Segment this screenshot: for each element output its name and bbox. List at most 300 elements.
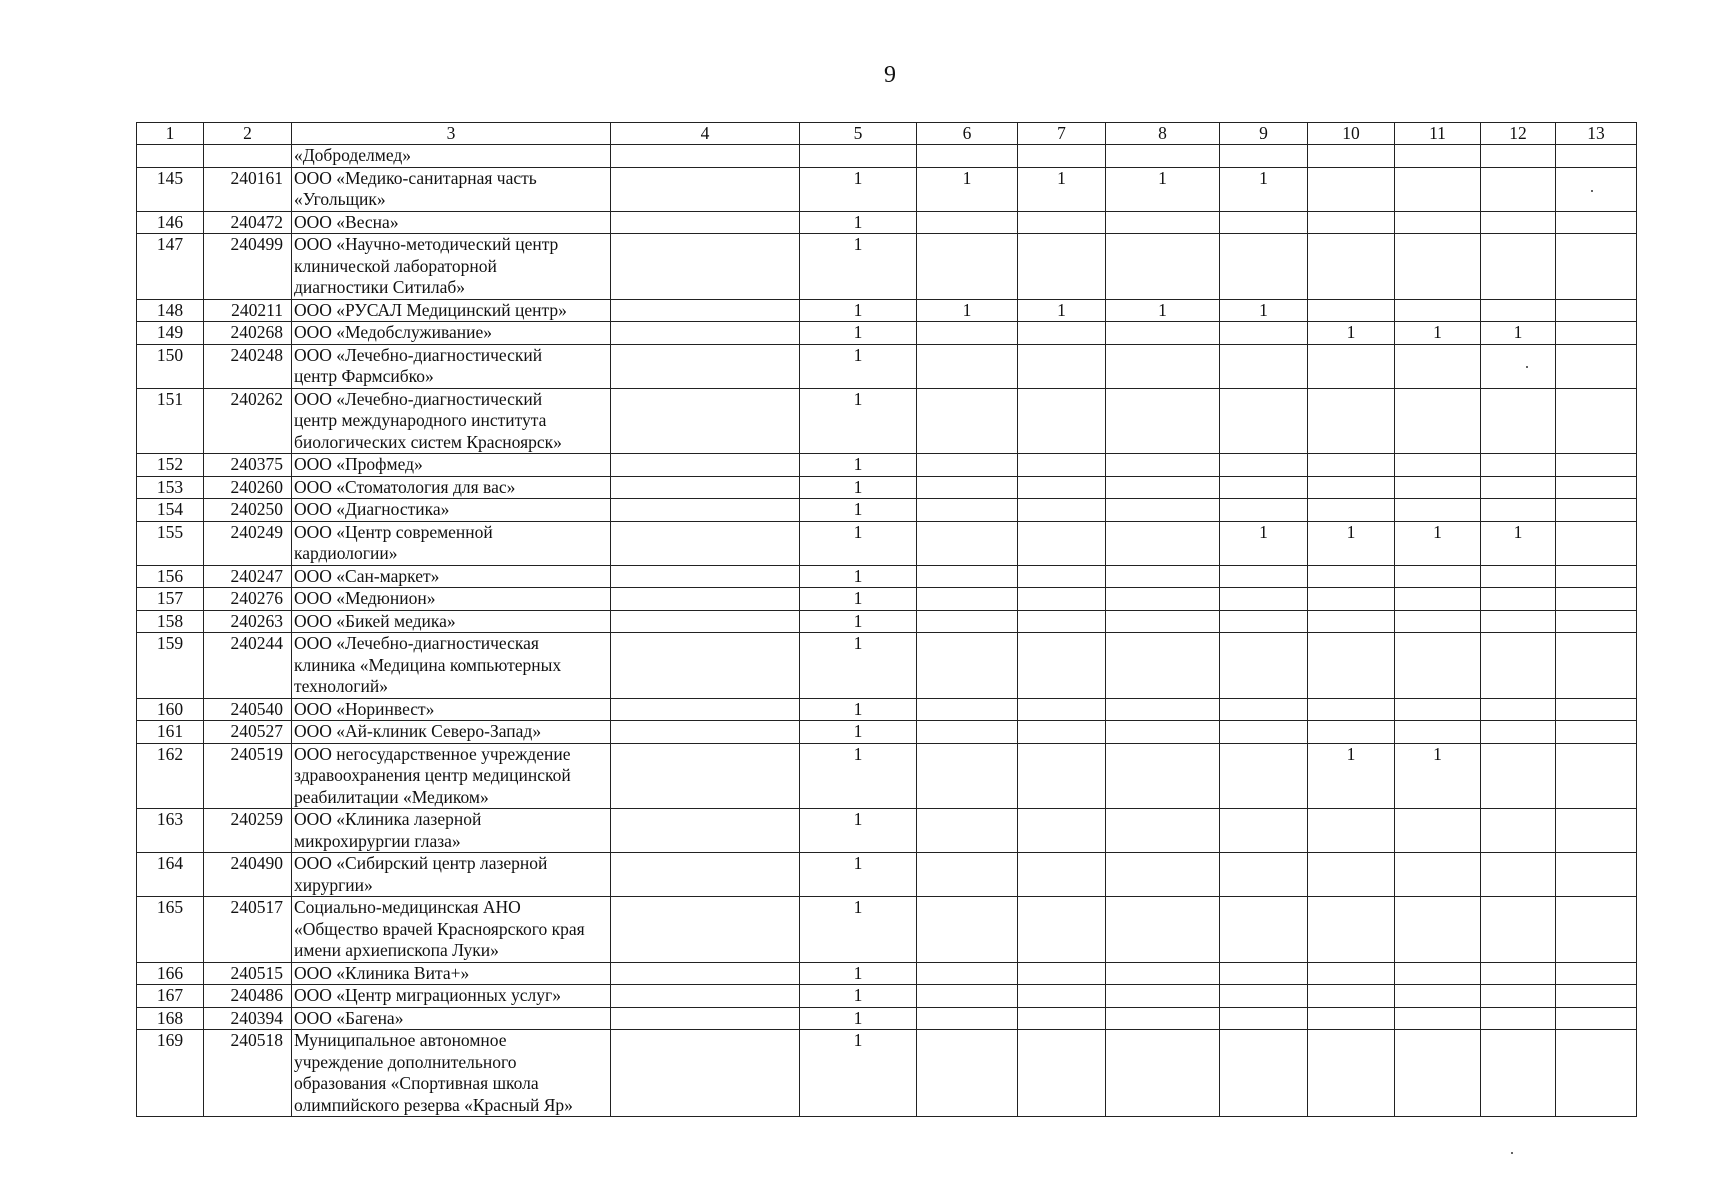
table-row — [137, 499, 1637, 522]
value-cell — [1220, 985, 1308, 1008]
value-cell — [1308, 698, 1395, 721]
value-cell — [1018, 565, 1106, 588]
row-number-cell: 151 — [137, 388, 204, 454]
value-cell: 1 — [800, 299, 917, 322]
organization-name-cell: ООО «Медико-санитарная часть «Угольщик» — [292, 167, 611, 211]
organization-name-cell: ООО «Норинвест» — [292, 698, 611, 721]
value-cell — [1308, 234, 1395, 300]
value-cell — [1106, 1030, 1220, 1117]
value-cell — [1556, 809, 1637, 853]
organization-name-cell: ООО «Сибирский центр лазерной хирургии» — [292, 853, 611, 897]
code-cell: 240260 — [204, 476, 292, 499]
value-cell — [917, 853, 1018, 897]
table-row — [137, 344, 1637, 388]
row-number-cell: 160 — [137, 698, 204, 721]
value-cell — [917, 897, 1018, 963]
value-cell — [917, 588, 1018, 611]
value-cell — [1481, 454, 1556, 477]
row-number-cell: 165 — [137, 897, 204, 963]
row-number-cell: 159 — [137, 633, 204, 699]
value-cell — [1556, 322, 1637, 345]
value-cell — [1106, 476, 1220, 499]
value-cell — [1220, 853, 1308, 897]
row-number-cell: 169 — [137, 1030, 204, 1117]
value-cell: 1 — [1481, 521, 1556, 565]
value-cell — [1556, 962, 1637, 985]
row-number-cell: 164 — [137, 853, 204, 897]
value-cell — [1556, 897, 1637, 963]
value-cell — [611, 145, 800, 168]
table-row — [137, 853, 1637, 897]
value-cell — [1308, 1030, 1395, 1117]
value-cell: 1 — [1018, 167, 1106, 211]
value-cell — [1395, 167, 1481, 211]
organization-name-cell: ООО «Медюнион» — [292, 588, 611, 611]
value-cell — [611, 588, 800, 611]
value-cell — [1220, 1030, 1308, 1117]
value-cell — [800, 145, 917, 168]
code-cell: 240486 — [204, 985, 292, 1008]
organization-name-cell: ООО «Багена» — [292, 1007, 611, 1030]
column-header: 11 — [1395, 123, 1481, 145]
value-cell — [611, 1007, 800, 1030]
value-cell — [1556, 344, 1637, 388]
value-cell — [1395, 565, 1481, 588]
value-cell: 1 — [800, 476, 917, 499]
value-cell — [1106, 234, 1220, 300]
value-cell — [1395, 476, 1481, 499]
organization-name-cell: ООО «Центр современной кардиологии» — [292, 521, 611, 565]
value-cell: 1 — [800, 344, 917, 388]
organization-name-cell: ООО «Бикей медика» — [292, 610, 611, 633]
value-cell — [1308, 721, 1395, 744]
organization-name-cell: ООО негосударственное учреждение здравоохранения центр медицинской реабилитации «Медиком» — [292, 743, 611, 809]
value-cell — [611, 521, 800, 565]
value-cell — [1395, 211, 1481, 234]
table-row — [137, 565, 1637, 588]
row-number-cell: 158 — [137, 610, 204, 633]
organization-name-cell: ООО «Профмед» — [292, 454, 611, 477]
row-number-cell: 157 — [137, 588, 204, 611]
column-number-row — [137, 123, 1637, 145]
value-cell — [1220, 809, 1308, 853]
row-number-cell: 147 — [137, 234, 204, 300]
code-cell: 240211 — [204, 299, 292, 322]
value-cell — [1556, 588, 1637, 611]
value-cell — [1481, 633, 1556, 699]
value-cell — [1308, 476, 1395, 499]
column-header: 13 — [1556, 123, 1637, 145]
code-cell: 240517 — [204, 897, 292, 963]
value-cell — [1106, 1007, 1220, 1030]
value-cell — [1556, 743, 1637, 809]
value-cell: 1 — [1106, 167, 1220, 211]
value-cell — [1018, 698, 1106, 721]
row-number-cell: 152 — [137, 454, 204, 477]
table-row — [137, 1007, 1637, 1030]
value-cell — [611, 743, 800, 809]
value-cell — [611, 322, 800, 345]
code-cell: 240472 — [204, 211, 292, 234]
code-cell: 240515 — [204, 962, 292, 985]
row-number-cell: 154 — [137, 499, 204, 522]
value-cell: 1 — [1220, 521, 1308, 565]
value-cell — [1018, 454, 1106, 477]
table-row — [137, 521, 1637, 565]
value-cell — [1308, 167, 1395, 211]
value-cell: 1 — [800, 1030, 917, 1117]
value-cell — [917, 565, 1018, 588]
value-cell — [1481, 499, 1556, 522]
value-cell — [1220, 565, 1308, 588]
table-row — [137, 454, 1637, 477]
value-cell — [1308, 588, 1395, 611]
value-cell — [1481, 962, 1556, 985]
table-row — [137, 388, 1637, 454]
table-body — [137, 145, 1637, 1117]
value-cell — [1220, 476, 1308, 499]
value-cell — [1556, 388, 1637, 454]
table-row — [137, 167, 1637, 211]
row-number-cell: 155 — [137, 521, 204, 565]
value-cell — [1106, 698, 1220, 721]
value-cell — [1018, 1007, 1106, 1030]
value-cell — [1220, 344, 1308, 388]
value-cell — [917, 1030, 1018, 1117]
value-cell — [1308, 610, 1395, 633]
value-cell: 1 — [800, 698, 917, 721]
value-cell — [1308, 853, 1395, 897]
organization-name-cell: Социально-медицинская АНО «Общество врачей Красноярского края имени архиепископа Луки» — [292, 897, 611, 963]
code-cell: 240519 — [204, 743, 292, 809]
value-cell — [1106, 633, 1220, 699]
value-cell — [917, 610, 1018, 633]
value-cell — [1481, 145, 1556, 168]
organization-name-cell: ООО «Научно-методический центр клинической лабораторной диагностики Ситилаб» — [292, 234, 611, 300]
value-cell: 1 — [1220, 299, 1308, 322]
row-number-cell: 167 — [137, 985, 204, 1008]
value-cell: 1 — [800, 962, 917, 985]
value-cell — [1220, 743, 1308, 809]
value-cell: 1 — [800, 388, 917, 454]
code-cell: 240161 — [204, 167, 292, 211]
value-cell: 1 — [800, 721, 917, 744]
value-cell — [1018, 211, 1106, 234]
value-cell — [917, 985, 1018, 1008]
organization-name-cell: ООО «Лечебно-диагностическая клиника «Медицина компьютерных технологий» — [292, 633, 611, 699]
value-cell — [611, 454, 800, 477]
code-cell: 240250 — [204, 499, 292, 522]
value-cell: 1 — [800, 167, 917, 211]
code-cell: 240268 — [204, 322, 292, 345]
value-cell — [1018, 476, 1106, 499]
value-cell — [1220, 588, 1308, 611]
code-cell: 240490 — [204, 853, 292, 897]
table-row — [137, 211, 1637, 234]
value-cell — [1556, 1007, 1637, 1030]
value-cell — [1481, 234, 1556, 300]
row-number-cell: 150 — [137, 344, 204, 388]
value-cell — [1106, 588, 1220, 611]
code-cell: 240518 — [204, 1030, 292, 1117]
value-cell — [1395, 853, 1481, 897]
scan-speck — [1591, 190, 1593, 192]
value-cell — [611, 698, 800, 721]
organization-name-cell: ООО «Медобслуживание» — [292, 322, 611, 345]
value-cell — [1481, 721, 1556, 744]
value-cell — [1395, 344, 1481, 388]
row-number-cell: 161 — [137, 721, 204, 744]
value-cell: 1 — [1308, 322, 1395, 345]
value-cell — [611, 388, 800, 454]
table-row — [137, 1030, 1637, 1117]
value-cell — [1308, 145, 1395, 168]
value-cell — [611, 234, 800, 300]
value-cell — [1556, 167, 1637, 211]
value-cell — [1018, 322, 1106, 345]
value-cell — [1220, 388, 1308, 454]
value-cell — [1220, 610, 1308, 633]
value-cell — [917, 521, 1018, 565]
value-cell — [917, 476, 1018, 499]
value-cell — [917, 633, 1018, 699]
value-cell — [1106, 565, 1220, 588]
value-cell: 1 — [800, 743, 917, 809]
value-cell: 1 — [800, 588, 917, 611]
value-cell: 1 — [917, 299, 1018, 322]
value-cell — [1556, 721, 1637, 744]
table-row — [137, 610, 1637, 633]
value-cell — [1556, 234, 1637, 300]
value-cell: 1 — [800, 610, 917, 633]
value-cell — [1018, 499, 1106, 522]
value-cell — [1220, 322, 1308, 345]
value-cell — [1481, 299, 1556, 322]
table-row — [137, 588, 1637, 611]
value-cell: 1 — [800, 211, 917, 234]
organization-name-cell: ООО «Стоматология для вас» — [292, 476, 611, 499]
value-cell — [1481, 985, 1556, 1008]
value-cell — [1106, 853, 1220, 897]
value-cell — [1481, 809, 1556, 853]
table-row — [137, 633, 1637, 699]
value-cell — [1395, 388, 1481, 454]
table-row — [137, 721, 1637, 744]
value-cell — [1220, 698, 1308, 721]
row-number-cell: 149 — [137, 322, 204, 345]
value-cell — [1018, 985, 1106, 1008]
value-cell — [1106, 521, 1220, 565]
organization-name-cell: ООО «Центр миграционных услуг» — [292, 985, 611, 1008]
value-cell — [1395, 499, 1481, 522]
value-cell — [1220, 721, 1308, 744]
value-cell — [1481, 610, 1556, 633]
value-cell — [1395, 721, 1481, 744]
value-cell — [1481, 588, 1556, 611]
code-cell — [204, 145, 292, 168]
value-cell: 1 — [800, 1007, 917, 1030]
value-cell — [1481, 1030, 1556, 1117]
value-cell — [1395, 698, 1481, 721]
value-cell — [611, 499, 800, 522]
code-cell: 240247 — [204, 565, 292, 588]
value-cell — [917, 499, 1018, 522]
value-cell — [1220, 499, 1308, 522]
value-cell — [611, 344, 800, 388]
value-cell — [1106, 388, 1220, 454]
value-cell — [1308, 962, 1395, 985]
row-number-cell: 163 — [137, 809, 204, 853]
value-cell: 1 — [800, 985, 917, 1008]
value-cell — [611, 985, 800, 1008]
value-cell — [1481, 1007, 1556, 1030]
value-cell — [1395, 234, 1481, 300]
organization-name-cell: ООО «Сан-маркет» — [292, 565, 611, 588]
code-cell: 240540 — [204, 698, 292, 721]
value-cell: 1 — [1308, 743, 1395, 809]
value-cell — [917, 234, 1018, 300]
value-cell — [611, 211, 800, 234]
code-cell: 240499 — [204, 234, 292, 300]
value-cell — [1018, 588, 1106, 611]
value-cell: 1 — [800, 499, 917, 522]
column-header: 3 — [292, 123, 611, 145]
value-cell — [917, 698, 1018, 721]
column-header: 7 — [1018, 123, 1106, 145]
value-cell: 1 — [1106, 299, 1220, 322]
value-cell: 1 — [800, 565, 917, 588]
code-cell: 240263 — [204, 610, 292, 633]
row-number-cell — [137, 145, 204, 168]
value-cell: 1 — [800, 633, 917, 699]
code-cell: 240262 — [204, 388, 292, 454]
value-cell — [1220, 454, 1308, 477]
value-cell — [1556, 633, 1637, 699]
value-cell — [1556, 211, 1637, 234]
value-cell — [917, 388, 1018, 454]
value-cell — [917, 721, 1018, 744]
value-cell — [1106, 985, 1220, 1008]
value-cell — [1018, 1030, 1106, 1117]
value-cell — [611, 565, 800, 588]
table-row — [137, 234, 1637, 300]
value-cell — [1395, 809, 1481, 853]
scan-speck — [1511, 1152, 1513, 1154]
code-cell: 240276 — [204, 588, 292, 611]
value-cell — [611, 1030, 800, 1117]
organization-name-cell: ООО «Клиника Вита+» — [292, 962, 611, 985]
value-cell — [1481, 853, 1556, 897]
value-cell — [1395, 962, 1481, 985]
row-number-cell: 153 — [137, 476, 204, 499]
value-cell — [1308, 565, 1395, 588]
value-cell — [611, 853, 800, 897]
table-row — [137, 145, 1637, 168]
organization-name-cell: ООО «РУСАЛ Медицинский центр» — [292, 299, 611, 322]
value-cell — [1018, 610, 1106, 633]
row-number-cell: 166 — [137, 962, 204, 985]
column-header: 1 — [137, 123, 204, 145]
value-cell — [1395, 897, 1481, 963]
value-cell — [1018, 897, 1106, 963]
organization-name-cell: ООО «Весна» — [292, 211, 611, 234]
value-cell — [917, 962, 1018, 985]
value-cell — [1308, 299, 1395, 322]
value-cell — [1481, 565, 1556, 588]
value-cell — [1556, 698, 1637, 721]
value-cell — [1481, 388, 1556, 454]
organization-name-cell: ООО «Ай-клиник Северо-Запад» — [292, 721, 611, 744]
value-cell — [1220, 234, 1308, 300]
value-cell — [1220, 211, 1308, 234]
value-cell — [1018, 388, 1106, 454]
value-cell — [1308, 388, 1395, 454]
value-cell — [1018, 721, 1106, 744]
value-cell: 1 — [1308, 521, 1395, 565]
value-cell — [1018, 145, 1106, 168]
table-row — [137, 476, 1637, 499]
code-cell: 240259 — [204, 809, 292, 853]
value-cell — [917, 1007, 1018, 1030]
value-cell — [1106, 454, 1220, 477]
row-number-cell: 145 — [137, 167, 204, 211]
value-cell — [1106, 721, 1220, 744]
value-cell: 1 — [800, 809, 917, 853]
scan-speck — [1526, 366, 1528, 368]
row-number-cell: 148 — [137, 299, 204, 322]
value-cell — [1308, 211, 1395, 234]
value-cell: 1 — [800, 234, 917, 300]
code-cell: 240248 — [204, 344, 292, 388]
value-cell: 1 — [1481, 322, 1556, 345]
value-cell — [917, 454, 1018, 477]
value-cell — [1106, 322, 1220, 345]
value-cell — [1220, 962, 1308, 985]
value-cell — [611, 897, 800, 963]
value-cell — [917, 211, 1018, 234]
table-row — [137, 985, 1637, 1008]
organization-name-cell: ООО «Диагностика» — [292, 499, 611, 522]
value-cell — [1018, 809, 1106, 853]
column-header: 2 — [204, 123, 292, 145]
value-cell — [917, 743, 1018, 809]
value-cell — [1556, 145, 1637, 168]
value-cell — [1395, 454, 1481, 477]
column-header: 9 — [1220, 123, 1308, 145]
value-cell — [1481, 698, 1556, 721]
value-cell — [1018, 234, 1106, 300]
value-cell — [1106, 897, 1220, 963]
value-cell — [611, 167, 800, 211]
organization-name-cell: ООО «Клиника лазерной микрохирургии глаза» — [292, 809, 611, 853]
value-cell: 1 — [800, 454, 917, 477]
column-header: 8 — [1106, 123, 1220, 145]
value-cell — [1556, 521, 1637, 565]
value-cell: 1 — [1018, 299, 1106, 322]
value-cell — [1106, 809, 1220, 853]
value-cell — [1106, 499, 1220, 522]
value-cell: 1 — [917, 167, 1018, 211]
code-cell: 240244 — [204, 633, 292, 699]
value-cell — [917, 145, 1018, 168]
value-cell — [1308, 985, 1395, 1008]
value-cell — [917, 322, 1018, 345]
value-cell — [1220, 633, 1308, 699]
value-cell — [1018, 962, 1106, 985]
organization-name-cell: «Доброделмед» — [292, 145, 611, 168]
value-cell — [611, 962, 800, 985]
value-cell: 1 — [1220, 167, 1308, 211]
